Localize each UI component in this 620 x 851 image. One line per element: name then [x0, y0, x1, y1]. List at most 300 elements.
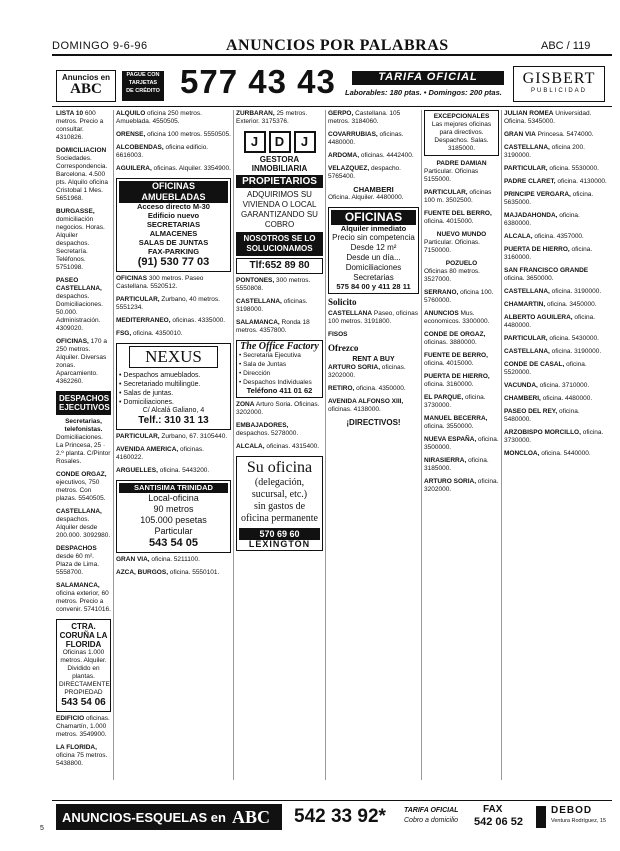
box-line: • Salas de juntas.	[119, 390, 174, 397]
ad-text: oficina. 5440000.	[539, 450, 591, 457]
amueblado-phone: (91) 530 77 03	[137, 256, 210, 268]
debod-icon	[536, 806, 546, 828]
box-line: • Sala de Juntas	[239, 361, 287, 368]
ad-text: oficina. 4350000.	[354, 385, 406, 392]
classified-ad	[504, 165, 608, 173]
ad-text: 25 metros. Exterior. 3175376.	[236, 110, 308, 125]
classified-ad	[236, 422, 323, 438]
ad-text: oficina. 5480000.	[504, 408, 580, 423]
ad-text: oficina 75 metros. 5438800.	[56, 752, 108, 767]
jdj-letter: J	[294, 131, 316, 153]
classified-ad	[56, 744, 111, 768]
classified-ad	[56, 508, 111, 540]
ad-title: CONDE DE ORGAZ,	[424, 331, 486, 338]
ad-title: ZONA	[236, 401, 255, 408]
padre-damian-text: Particular. Oficinas 5155000.	[424, 168, 479, 183]
classified-ad	[424, 457, 499, 473]
ad-title: AZCA, BURGOS,	[116, 569, 168, 576]
office-phone: Teléfono 411 01 62	[246, 386, 313, 395]
classified-ad	[424, 415, 499, 431]
ad-text: 600 metros. Precio a consultar. 4310826.	[56, 110, 104, 141]
ad-title: FUENTE DE BERRO,	[424, 352, 488, 359]
classified-ad	[424, 478, 499, 494]
ad-text: oficina. 5443200.	[157, 467, 210, 474]
page-number: ABC / 119	[541, 40, 591, 52]
excepcionales-text: Las mejores oficinas para directivos. Despachos. Salas. 3185000.	[431, 121, 492, 152]
su-oficina-box	[236, 456, 323, 551]
ad-text: Universidad. Oficina. 5345000.	[504, 110, 592, 125]
classified-ad	[116, 556, 231, 564]
page-date: DOMINGO 9-6-96	[52, 40, 148, 52]
debod-address: Ventura Rodríguez, 15	[551, 818, 607, 824]
ad-title: ALBERTO AGUILERA,	[504, 314, 573, 321]
ad-text: oficina. 3500000.	[424, 436, 499, 451]
chamberi-text: Oficina. Alquiler. 4480000.	[328, 194, 404, 201]
ad-title: CONDE ORGAZ,	[56, 471, 107, 478]
padre-damian-title: PADRE DAMIAN	[436, 160, 487, 167]
oficinas-lines	[331, 233, 416, 283]
pay-line-1: PAGUE CON	[126, 72, 160, 78]
ad-title: ORENSE,	[116, 131, 146, 138]
box-line: • Despachos amueblados.	[119, 372, 201, 379]
ad-title: ALCALA,	[236, 443, 265, 450]
ad-text: despachos. 5278000.	[236, 430, 299, 437]
lexington-phone: 570 69 60	[239, 528, 320, 540]
ad-text: Zurbano, 67. 3105440.	[159, 433, 228, 440]
ad-title: CASTELLANA,	[236, 298, 282, 305]
ad-text: oficina. 4130000.	[555, 178, 607, 185]
ad-text: oficinas. 3198000.	[236, 298, 308, 313]
box-line: SALAS DE JUNTAS	[138, 238, 209, 247]
classified-ad	[424, 210, 499, 226]
ad-list	[236, 110, 323, 126]
classified-ad	[504, 131, 608, 139]
nexus-title: NEXUS	[129, 346, 218, 368]
classified-ad	[116, 433, 231, 441]
classified-ad	[116, 275, 231, 291]
ad-list	[236, 401, 323, 451]
classified-ad	[56, 208, 111, 272]
classified-ad	[504, 348, 608, 356]
ad-text: oficinas. Chamartín, 1.000 metros. 3549900.	[56, 715, 110, 738]
classified-ad	[504, 191, 608, 207]
classified-ad	[56, 110, 111, 142]
classified-ad	[56, 277, 111, 333]
trinidad-phone: 543 54 05	[149, 537, 198, 549]
section-title: ANUNCIOS POR PALABRAS	[226, 37, 449, 54]
ad-text: oficina exterior, 60 metros. Precio a convenir. 5741016.	[56, 590, 111, 613]
ad-title: OFICINAS,	[56, 338, 89, 345]
ad-title: ZURBARAN,	[236, 110, 275, 117]
bottom-rule	[52, 800, 612, 801]
ad-text: oficina. 4480000.	[540, 395, 593, 402]
ad-text: oficina. 3202000.	[424, 478, 499, 493]
gisbert-sub: PUBLICIDAD	[530, 88, 587, 94]
ad-title: MONCLOA,	[504, 450, 540, 457]
ad-list	[116, 110, 231, 173]
ad-title: AVENIDA ALFONSO XIII,	[328, 398, 404, 405]
classified-ad	[424, 352, 499, 368]
ad-title: ANUNCIOS	[424, 310, 459, 317]
ad-list	[236, 277, 323, 335]
debod-name: DEBOD	[551, 805, 593, 816]
gestora: GESTORA INMOBILIARIA	[251, 155, 308, 173]
ad-title: NUEVA ESPAÑA,	[424, 436, 477, 443]
ad-text: Zurbano, 40 metros. 5551234.	[116, 296, 220, 311]
col-divider	[113, 110, 114, 780]
florida-phone: 543 54 06	[61, 697, 106, 708]
ad-title: LA FLORIDA,	[56, 744, 97, 751]
ad-title: CONDE DE CASAL,	[504, 361, 565, 368]
box-line: • Domiciliaciones.	[119, 399, 174, 406]
classified-ad	[116, 165, 231, 173]
pozuelo-text: Oficinas 80 metros. 3527000.	[424, 268, 480, 283]
classified-ad	[504, 335, 608, 343]
ad-list	[328, 310, 419, 339]
ad-text: oficina. 3730000.	[424, 394, 486, 409]
classified-ad	[328, 398, 419, 414]
ad-list	[328, 110, 419, 181]
lexington-name: LEXINGTON	[248, 539, 311, 549]
ad-title: GRAN VIA,	[116, 556, 150, 563]
ad-text: oficina 250 metros. Amueblada. 4550505.	[116, 110, 202, 125]
classified-ad	[424, 310, 499, 326]
ad-text: oficina. 5211100.	[149, 556, 200, 563]
ad-title: PONTONES,	[236, 277, 275, 284]
trinidad-title: SANTISIMA TRINIDAD	[119, 483, 228, 493]
amueblado-box	[116, 178, 231, 272]
classified-ad	[236, 401, 323, 417]
classified-ad	[116, 296, 231, 312]
ad-list	[56, 471, 111, 614]
bottom-tarifa: TARIFA OFICIAL	[404, 807, 459, 814]
classified-ad	[504, 178, 608, 186]
ad-title: MEDITERRANEO,	[116, 317, 171, 324]
classified-ad	[56, 147, 111, 203]
ad-list	[504, 110, 608, 458]
ad-text: oficina. 3160000.	[504, 246, 593, 261]
abc-logo: ABC	[70, 81, 102, 97]
classified-ad	[56, 471, 111, 503]
gisbert-name: GISBERT	[522, 70, 596, 87]
ad-text: 170 a 250 metros. Alquiler. Diversas zonas. Aparcamiento. 4362260.	[56, 338, 107, 385]
ad-title: PARTICULAR,	[424, 189, 468, 196]
classified-ad	[504, 429, 608, 445]
ad-text: despacho. 5765400.	[328, 165, 401, 180]
ad-title: SAN FRANCISCO GRANDE	[504, 267, 589, 274]
classified-ad	[56, 715, 111, 739]
column-4	[328, 110, 419, 780]
ad-title: CASTELLANA,	[504, 144, 550, 151]
ad-text: oficinas. 4442400.	[359, 152, 414, 159]
box-line: Secretarias	[353, 273, 394, 282]
ad-text: oficina. 3190000.	[549, 348, 602, 355]
ad-text: oficinas. 3880000.	[424, 339, 477, 346]
ad-list	[424, 189, 499, 226]
ad-title: OFICINAS	[116, 275, 148, 282]
box-line: sin gastos de	[253, 501, 306, 512]
classified-ad	[424, 394, 499, 410]
classified-ad	[504, 450, 608, 458]
ad-text: oficina. 3710000.	[537, 382, 590, 389]
classified-ad	[504, 246, 608, 262]
ad-text: oficina 200. 3190000.	[504, 144, 585, 159]
box-line: • Secretariado multilingüe.	[119, 381, 201, 388]
ad-text: oficina. 4480000.	[504, 314, 596, 329]
ad-title: CASTELLANA,	[56, 508, 102, 515]
jdj-box	[236, 131, 323, 274]
ad-text: oficina. 3550000.	[424, 423, 474, 430]
amueblado-title: OFICINAS AMUEBLADAS	[119, 181, 228, 203]
ad-title: ARGUELLES,	[116, 467, 158, 474]
ad-title: LISTA 10	[56, 110, 84, 117]
ad-text: 300 metros. 5550808.	[236, 277, 311, 292]
jdj-letter: J	[244, 131, 266, 153]
classified-ad	[56, 338, 111, 386]
classified-ad	[236, 277, 323, 293]
ad-title: DOMICILIACION	[56, 147, 107, 154]
ad-text: despachos. Alquiler desde 200.000. 3092980.	[56, 516, 111, 539]
pay-line-2: TARJETAS	[128, 80, 158, 86]
ad-title: FSG,	[116, 330, 132, 337]
ad-text: oficinas. Alquiler. 3354900.	[151, 165, 231, 172]
ad-list	[424, 331, 499, 494]
classified-ad	[504, 361, 608, 377]
ad-title: MANUEL BECERRA,	[424, 415, 488, 422]
classified-ad	[504, 288, 608, 296]
ad-title: COVARRUBIAS,	[328, 131, 378, 138]
ad-text: oficinas. 4315400.	[264, 443, 320, 450]
ad-title: ARZOBISPO MORCILLO,	[504, 429, 581, 436]
jdj-phone: Tlf:652 89 80	[236, 258, 323, 274]
column-2	[116, 110, 231, 770]
ad-text: Castellana. 105 metros. 3184060.	[328, 110, 401, 125]
classified-ad	[424, 436, 499, 452]
ad-text: oficina. 3450000.	[545, 301, 597, 308]
ad-list	[116, 275, 231, 338]
ad-text: oficinas 100 m. 3502500.	[424, 189, 492, 204]
classified-ad	[328, 110, 419, 126]
ad-text: oficina 100 metros. 5550505.	[145, 131, 231, 138]
despachos-box	[56, 391, 111, 415]
classified-ad	[328, 310, 419, 326]
box-line: Domiciliaciones	[345, 263, 402, 272]
classified-ad	[504, 301, 608, 309]
ad-text: domiciliación negocios. Horas. Alquiler despachos. Secretaría. Teléfonos. 5751098.	[56, 216, 105, 271]
ad-text: Paseo, oficinas 100 metros. 3191800.	[328, 310, 418, 325]
office-title: The Office Factory	[240, 341, 319, 352]
ad-title: CASTELLANA,	[504, 288, 550, 295]
classified-ad	[424, 289, 499, 305]
classified-ad	[116, 131, 231, 139]
ad-text: oficina. 4015000.	[424, 360, 474, 367]
page-mark: 5	[40, 825, 44, 832]
abc-badge-top: Anuncios en	[61, 73, 110, 82]
su-oficina-lines	[239, 477, 320, 525]
box-line: Desde un día...	[346, 253, 401, 262]
jdj-letter: D	[269, 131, 291, 153]
ad-title: SALAMANCA,	[56, 582, 100, 589]
classified-ad	[328, 331, 419, 339]
adquirimos: ADQUIRIMOS SU VIVIENDA O LOCAL GARANTIZANDO SU COBRO	[241, 190, 318, 229]
classified-ad	[504, 233, 608, 241]
ad-text: oficina. 5635000.	[504, 191, 594, 206]
ad-text: ejecutivos, 750 metros. Con plazas. 5540505.	[56, 479, 106, 502]
office-box	[236, 340, 323, 398]
ad-text: oficina. 5520000.	[504, 361, 587, 376]
box-line: 90 metros	[153, 504, 194, 514]
ad-text: Ronda 18 metros. 4357800.	[236, 319, 310, 334]
jdj-logo	[236, 131, 323, 153]
classified-ad	[504, 110, 608, 126]
classified-ad	[236, 110, 323, 126]
ad-title: ARTURO SORIA,	[328, 364, 380, 371]
ad-title: FUENTE DEL BERRO,	[424, 210, 492, 217]
classified-ad	[236, 298, 323, 314]
ad-title: JULIAN ROMEA	[504, 110, 554, 117]
ad-title: CASTELLANA	[328, 310, 373, 317]
ad-title: VELAZQUEZ,	[328, 165, 370, 172]
ad-title: ALQUILO	[116, 110, 146, 117]
bottom-phone: 542 33 92*	[294, 806, 386, 827]
classified-ad	[504, 144, 608, 160]
col-divider	[501, 110, 502, 780]
ad-text: oficina. 3185000.	[424, 457, 489, 472]
ad-text: oficina. 3730000.	[504, 429, 604, 444]
classified-ad	[504, 314, 608, 330]
classified-ad	[328, 165, 419, 181]
ad-text: oficina edificio. 6616003.	[116, 144, 209, 159]
classified-ad	[116, 446, 231, 462]
banner-phone: 577 43 43	[180, 63, 336, 100]
ad-text: desde 60 m². Plaza de Lima. 5558700.	[56, 553, 99, 576]
box-line: Edificio nuevo	[147, 211, 200, 220]
ad-title: GERPO,	[328, 110, 354, 117]
trinidad-lines	[119, 493, 228, 537]
ad-list	[56, 715, 111, 770]
ad-text: oficina. 4357000.	[532, 233, 584, 240]
ad-text: oficina 100. 5760000.	[424, 289, 494, 304]
box-line: (delegación,	[254, 477, 305, 488]
classified-ad	[504, 212, 608, 228]
amueblado-lines	[119, 211, 228, 256]
ad-text: Arturo Soria. Oficinas. 3202000.	[236, 401, 320, 416]
ad-title: PASEO CASTELLANA,	[56, 277, 102, 292]
classified-ad	[328, 385, 419, 393]
ad-text: oficinas. 4160022.	[116, 446, 204, 461]
ad-title: PASEO DEL REY,	[504, 408, 558, 415]
ad-text: despachos. Domiciliaciones. 50.000. Administración. 4309020.	[56, 293, 103, 332]
ad-title: FISOS	[328, 331, 348, 338]
ad-title: CHAMARTIN,	[504, 301, 546, 308]
ad-title: SALAMANCA,	[236, 319, 280, 326]
classified-ad	[504, 382, 608, 390]
classified-ad	[116, 569, 231, 577]
classified-ad	[328, 152, 419, 160]
solicito: Solicito	[328, 297, 357, 307]
ad-title: ALCALA,	[504, 233, 533, 240]
box-line: 105.000 pesetas	[140, 515, 207, 525]
ad-text: oficina. 4015000.	[424, 218, 474, 225]
pay-line-3: DE CRÉDITO	[126, 88, 160, 94]
ad-list	[56, 110, 111, 386]
propietarios: PROPIETARIOS	[236, 175, 323, 188]
nuevo-mundo-text: Particular. Oficinas. 7150000.	[424, 239, 480, 254]
classified-ad	[504, 267, 608, 283]
trinidad-box	[116, 480, 231, 553]
box-line: Particular	[154, 526, 193, 536]
box-line: FAX-PARKING	[147, 247, 200, 256]
ad-title: MAJADAHONDA,	[504, 212, 558, 219]
ad-text: 300 metros. Paseo Castellana. 5520512.	[116, 275, 204, 290]
excepcionales-box	[424, 110, 499, 156]
ad-title: GRAN VIA	[504, 131, 536, 138]
ad-text: oficina. 5430000.	[547, 335, 599, 342]
fax-number: 542 06 52	[474, 816, 523, 828]
ad-text: oficinas. 4480000.	[328, 131, 404, 146]
ad-text: Sociedades. Correspondencia. Barcelona. 4.500 pts. Alquilo oficina Cristobal 1 Mes. 5651968.	[56, 155, 109, 202]
gisbert-box	[513, 66, 605, 102]
ad-title: PUERTA DE HIERRO,	[504, 246, 570, 253]
column-5	[424, 110, 499, 780]
ad-title: RETIRO,	[328, 385, 355, 392]
su-oficina-title: Su oficina	[246, 459, 313, 476]
nexus-phone: Telf.: 310 31 13	[138, 415, 209, 426]
pay-badge	[122, 71, 164, 101]
florida-title: CTRA. CORUÑA LA FLORIDA	[59, 622, 108, 649]
ad-text: oficina. 3160000.	[424, 381, 474, 388]
column-1	[56, 110, 111, 770]
ad-title: PARTICULAR,	[504, 165, 548, 172]
box-line: • Secretaria Ejecutiva	[239, 352, 301, 359]
ad-title: PARTICULAR,	[504, 335, 548, 342]
esquelas-abc: ABC	[231, 806, 270, 827]
ad-title: CASTELLANA,	[504, 348, 550, 355]
classified-ad	[116, 330, 231, 338]
ad-title: NIRASIERRA,	[424, 457, 467, 464]
classified-ad	[424, 331, 499, 347]
classified-ad	[424, 189, 499, 205]
col-divider	[325, 110, 326, 780]
box-line: Precio sin competencia	[332, 233, 415, 242]
box-line: • Despachos Individuales	[239, 379, 312, 386]
box-line: oficina permanente	[241, 513, 318, 524]
ad-title: CHAMBERI,	[504, 395, 541, 402]
nexus-address: C/ Alcalá Galiano, 4	[142, 407, 205, 414]
classified-ad	[328, 364, 419, 380]
box-line: • Dirección	[239, 370, 271, 377]
ad-title: PADRE CLARET,	[504, 178, 556, 185]
column-6	[504, 110, 608, 775]
box-line: ALMACENES	[149, 229, 198, 238]
ad-title: SERRANO,	[424, 289, 459, 296]
classified-ad	[236, 443, 323, 451]
tarifa-title: TARIFA OFICIAL	[352, 71, 504, 85]
directivos: ¡DIRECTIVOS!	[346, 418, 401, 427]
ad-text: oficinas. 4335000.	[170, 317, 226, 324]
ad-title: ARDOMA,	[328, 152, 360, 159]
oficinas-phone: 575 84 00 y 411 28 11	[336, 282, 411, 291]
ad-text: oficina. 3190000.	[549, 288, 602, 295]
ad-text: Princesa. 5474000.	[535, 131, 594, 138]
classified-ad	[56, 582, 111, 614]
nexus-box	[116, 343, 231, 430]
classified-ad	[116, 467, 231, 475]
oficinas-box	[328, 207, 419, 294]
nexus-lines	[119, 371, 228, 407]
col-divider	[421, 110, 422, 780]
classified-ad	[504, 395, 608, 403]
